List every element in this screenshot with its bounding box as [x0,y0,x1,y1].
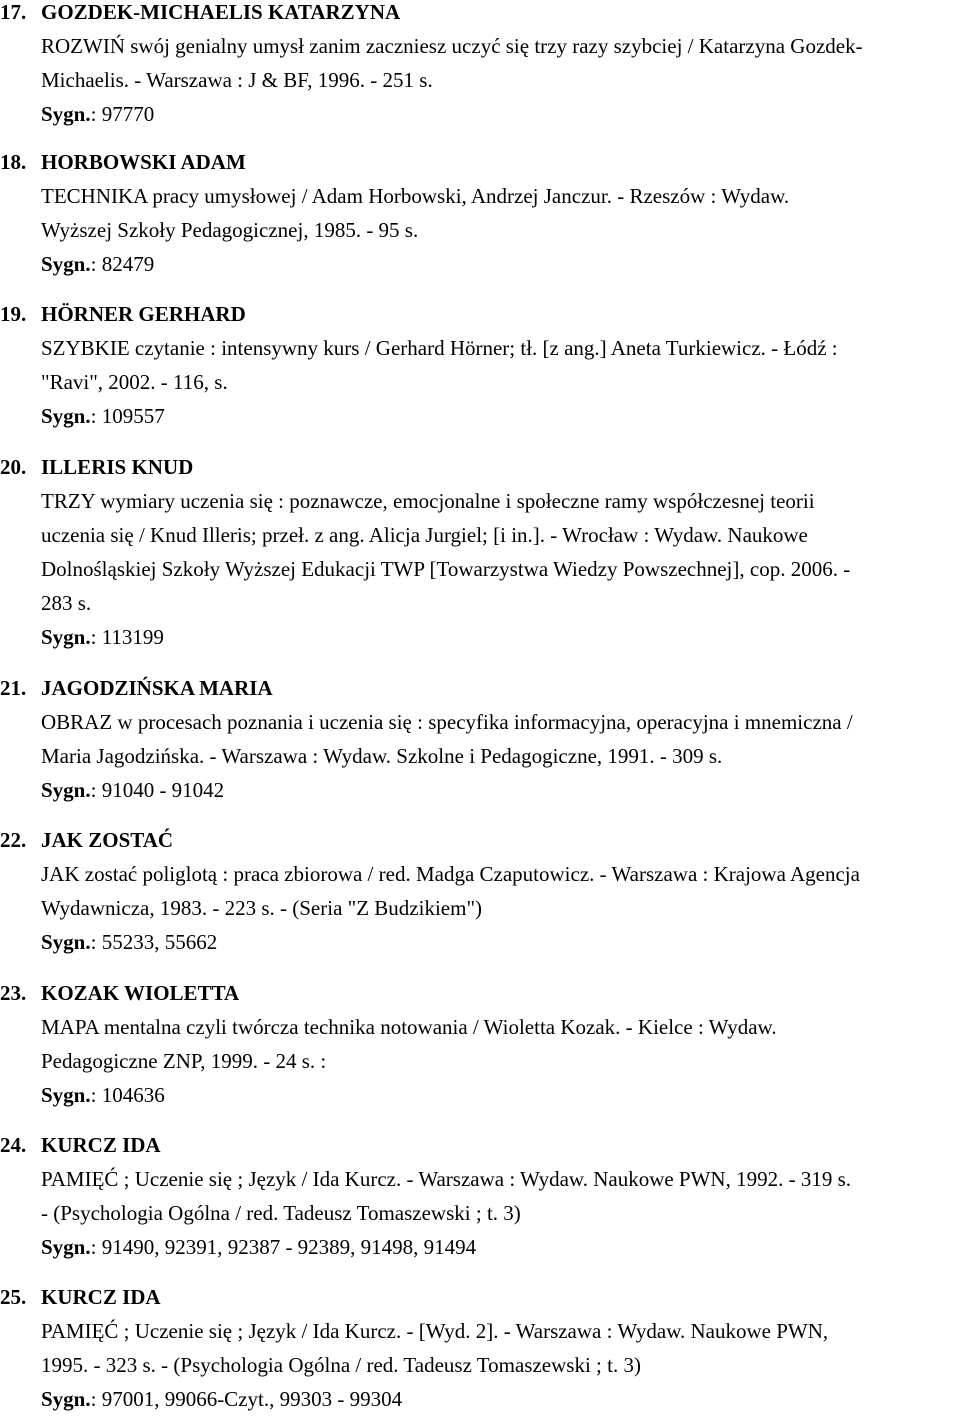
entry-author: KURCZ IDA [41,1133,161,1157]
call-number [41,773,919,807]
description-line: Pedagogiczne ZNP, 1999. - 24 s. : [41,1049,327,1073]
call-number-label: Sygn. [41,252,91,276]
entry-author: JAK ZOSTAĆ [41,828,174,852]
call-number-value: : 97770 [90,102,155,126]
entry-heading [0,671,960,705]
description-line: JAK zostać poliglotą : praca zbiorowa / red. Madga Czaputowicz. - Warszawa : Krajowa Agencja [41,862,860,886]
call-number-label: Sygn. [41,102,91,126]
entry-author: ILLERIS KNUD [41,455,194,479]
description-line: ROZWIŃ swój genialny umysł zanim zaczniesz uczyć się trzy razy szybciej / Katarzyna Gozdek- [41,34,863,58]
call-number-value: : 109557 [90,404,165,428]
entry-number: 24. [0,1133,27,1157]
description-line: 1995. - 323 s. - (Psychologia Ogólna / red. Tadeusz Tomaszewski ; t. 3) [41,1353,641,1377]
bibliography-entry [0,823,960,959]
call-number-label: Sygn. [41,1235,91,1259]
bibliography-entry [0,450,960,654]
call-number [41,1078,919,1112]
call-number-value: : 104636 [90,1083,165,1107]
call-number [41,97,919,131]
call-number-value: : 91490, 92391, 92387 - 92389, 91498, 91494 [90,1235,477,1259]
bibliography-entry [0,297,960,433]
bibliography-entry [0,145,960,281]
entry-author: JAGODZIŃSKA MARIA [41,676,273,700]
entry-description [0,179,919,281]
entry-description [0,484,919,654]
entry-heading [0,976,960,1010]
call-number-value: : 55233, 55662 [90,930,218,954]
entry-heading [0,0,960,29]
call-number [41,925,919,959]
call-number-label: Sygn. [41,930,91,954]
entry-author: KURCZ IDA [41,1285,161,1309]
call-number-value: : 113199 [90,625,164,649]
description-line: OBRAZ w procesach poznania i uczenia się : specyfika informacyjna, operacyjna i mnemiczna / [41,710,853,734]
entry-number: 23. [0,981,27,1005]
call-number-label: Sygn. [41,404,91,428]
description-line: "Ravi", 2002. - 116, s. [41,370,228,394]
call-number-value: : 97001, 99066-Czyt., 99303 - 99304 [90,1387,403,1411]
entry-description [0,331,919,433]
bibliography-entry [0,1128,960,1264]
call-number-label: Sygn. [41,1387,91,1411]
call-number-label: Sygn. [41,1083,91,1107]
description-line: Wyższej Szkoły Pedagogicznej, 1985. - 95 s. [41,218,419,242]
entry-heading [0,1280,960,1314]
bibliography-entry [0,1280,960,1416]
entry-heading [0,450,960,484]
entry-heading [0,145,960,179]
entry-author: KOZAK WIOLETTA [41,981,240,1005]
call-number-label: Sygn. [41,778,91,802]
entry-description [0,1010,919,1112]
description-line: Wydawnicza, 1983. - 223 s. - (Seria "Z Budzikiem") [41,896,483,920]
description-line: MAPA mentalna czyli twórcza technika notowania / Wioletta Kozak. - Kielce : Wydaw. [41,1015,777,1039]
call-number [41,1382,919,1416]
entry-number: 19. [0,302,27,326]
call-number-value: : 82479 [90,252,155,276]
entry-description [0,857,919,959]
description-line: Maria Jagodzińska. - Warszawa : Wydaw. Szkolne i Pedagogiczne, 1991. - 309 s. [41,744,723,768]
entry-author: HORBOWSKI ADAM [41,150,246,174]
entry-number: 25. [0,1285,27,1309]
entry-description [0,1314,919,1416]
call-number [41,399,919,433]
call-number-value: : 91040 - 91042 [90,778,225,802]
description-line: TECHNIKA pracy umysłowej / Adam Horbowski, Andrzej Janczur. - Rzeszów : Wydaw. [41,184,790,208]
call-number [41,247,919,281]
description-line: Dolnośląskiej Szkoły Wyższej Edukacji TWP [Towarzystwa Wiedzy Powszechnej], cop. 2006. - [41,557,851,581]
description-line: - (Psychologia Ogólna / red. Tadeusz Tomaszewski ; t. 3) [41,1201,521,1225]
bibliography-entry [0,976,960,1112]
entry-number: 18. [0,150,27,174]
entry-heading [0,1128,960,1162]
description-line: SZYBKIE czytanie : intensywny kurs / Gerhard Hörner; tł. [z ang.] Aneta Turkiewicz. - Łódź : [41,336,838,360]
entry-heading [0,823,960,857]
description-line: PAMIĘĆ ; Uczenie się ; Język / Ida Kurcz. - [Wyd. 2]. - Warszawa : Wydaw. Naukowe PWN, [41,1319,829,1343]
entry-description [0,1162,919,1264]
description-line: Michaelis. - Warszawa : J & BF, 1996. - 251 s. [41,68,433,92]
entry-number: 20. [0,455,27,479]
entry-description [0,705,919,807]
entry-author: GOZDEK-MICHAELIS KATARZYNA [41,0,401,24]
entry-number: 22. [0,828,27,852]
call-number [41,1230,919,1264]
description-line: 283 s. [41,591,92,615]
call-number [41,620,919,654]
description-line: PAMIĘĆ ; Uczenie się ; Język / Ida Kurcz. - Warszawa : Wydaw. Naukowe PWN, 1992. - 319 s. [41,1167,852,1191]
call-number-label: Sygn. [41,625,91,649]
entry-number: 17. [0,0,27,24]
entry-number: 21. [0,676,27,700]
entry-author: HÖRNER GERHARD [41,302,246,326]
description-line: uczenia się / Knud Illeris; przeł. z ang. Alicja Jurgiel; [i in.]. - Wrocław : Wydaw. Naukowe [41,523,808,547]
description-line: TRZY wymiary uczenia się : poznawcze, emocjonalne i społeczne ramy współczesnej teorii [41,489,815,513]
bibliography-entry [0,671,960,807]
entry-heading [0,297,960,331]
entry-description [0,29,919,131]
bibliography-entry [0,0,960,131]
